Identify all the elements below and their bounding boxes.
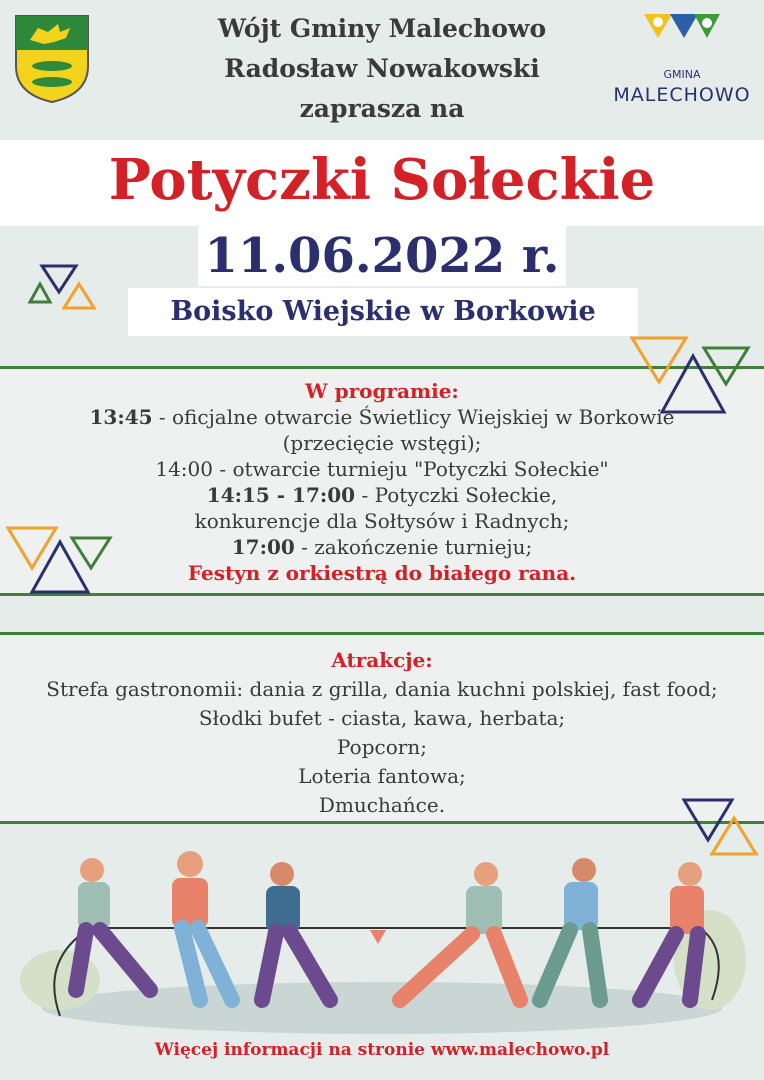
program-item <box>0 534 764 560</box>
attractions-list <box>0 646 764 820</box>
attraction-item: Słodki bufet - ciasta, kawa, herbata; <box>198 706 566 730</box>
logo-gmina-label: GMINA <box>663 68 701 81</box>
program-time: 17:00 <box>231 535 295 559</box>
event-title: Potyczki Sołeckie <box>108 147 656 213</box>
gmina-malechowo-logo <box>642 12 722 64</box>
tug-of-war-illustration <box>0 840 764 1040</box>
triangle-decor-icon <box>4 524 114 596</box>
program-heading: W programie: <box>305 379 459 403</box>
festival-line: Festyn z orkiestrą do białego rana. <box>187 561 577 585</box>
program-time: 13:45 <box>89 405 153 429</box>
attraction-item: Loteria fantowa; <box>298 764 466 788</box>
program-text: - Potyczki Sołeckie, <box>355 483 558 507</box>
program-item: (przecięcie wstęgi); <box>282 431 482 455</box>
mayor-name: Radosław Nowakowski <box>224 54 540 83</box>
attraction-item: Dmuchańce. <box>318 793 446 817</box>
attraction-item: Strefa gastronomii: dania z grilla, dania kuchni polskiej, fast food; <box>46 677 718 701</box>
invitation-line: zaprasza na <box>299 94 465 123</box>
organizer-line: Wójt Gminy Malechowo <box>217 14 547 43</box>
program-text: - zakończenie turnieju; <box>294 535 533 559</box>
attractions-top-rule <box>0 632 764 635</box>
program-text: - oficjalne otwarcie Świetlicy Wiejskiej w Borkowie <box>152 405 675 429</box>
attractions-heading: Atrakcje: <box>331 648 433 672</box>
program-list <box>0 378 764 586</box>
program-item: konkurencje dla Sołtysów i Radnych; <box>194 509 570 533</box>
program-time: 14:15 - 17:00 <box>206 483 356 507</box>
logo-malechowo-label: MALECHOWO <box>613 84 751 106</box>
program-bottom-rule <box>0 593 764 596</box>
program-item <box>0 482 764 508</box>
attraction-item: Popcorn; <box>337 735 427 759</box>
event-date: 11.06.2022 r. <box>204 228 560 284</box>
program-item: 14:00 - otwarcie turnieju "Potyczki Sołeckie" <box>155 457 609 481</box>
footer-info: Więcej informacji na stronie www.malechowo.pl <box>154 1040 610 1060</box>
triangle-decor-icon <box>26 262 102 312</box>
program-item <box>0 404 764 430</box>
event-place: Boisko Wiejskie w Borkowie <box>170 296 596 327</box>
attractions-bottom-rule <box>0 821 764 824</box>
